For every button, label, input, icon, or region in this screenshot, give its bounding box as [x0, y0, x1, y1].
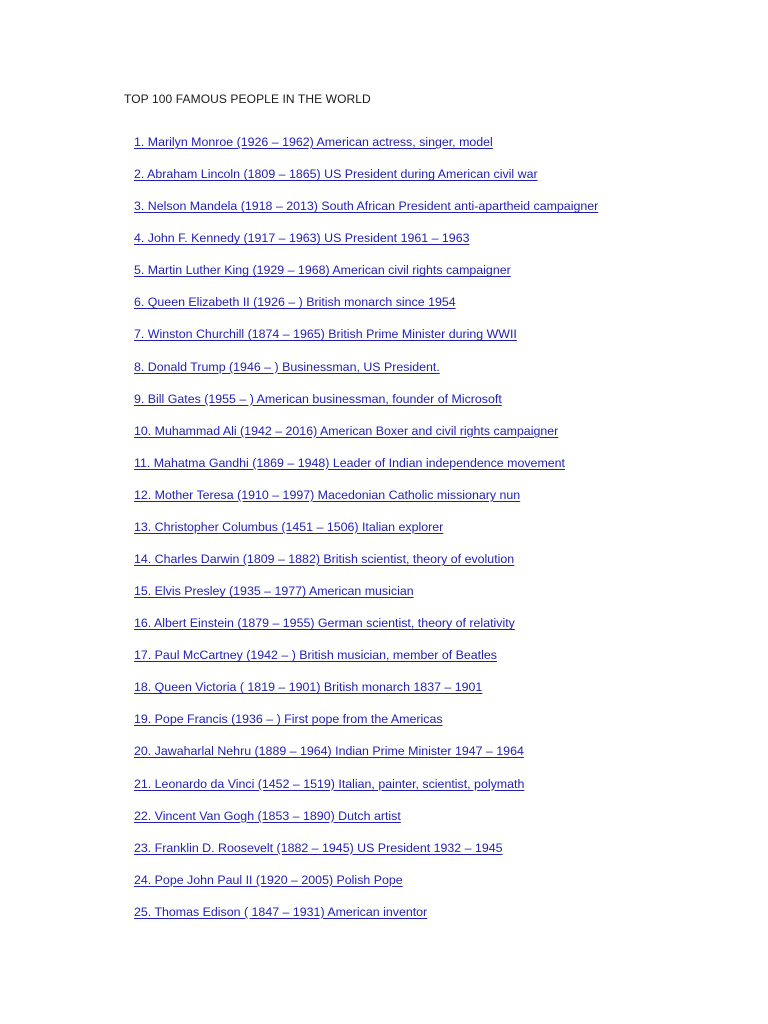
list-item [134, 134, 598, 166]
person-link[interactable]: 8. Donald Trump (1946 – ) Businessman, US President. [134, 359, 440, 374]
list-item [134, 198, 598, 230]
list-item [134, 230, 598, 262]
list-item [134, 904, 598, 936]
list-item [134, 551, 598, 583]
person-link[interactable]: 22. Vincent Van Gogh (1853 – 1890) Dutch artist [134, 808, 401, 823]
list-item [134, 294, 598, 326]
list-item [134, 391, 598, 423]
person-link[interactable]: 20. Jawaharlal Nehru (1889 – 1964) Indian Prime Minister 1947 – 1964 [134, 744, 524, 759]
person-link[interactable]: 25. Thomas Edison ( 1847 – 1931) American inventor [134, 904, 428, 919]
person-link[interactable]: 11. Mahatma Gandhi (1869 – 1948) Leader of Indian independence movement [134, 455, 565, 470]
list-item [134, 647, 598, 679]
person-link[interactable]: 6. Queen Elizabeth II (1926 – ) British monarch since 1954 [134, 295, 456, 310]
list-item [134, 166, 598, 198]
list-item [134, 840, 598, 872]
person-link[interactable]: 5. Martin Luther King (1929 – 1968) American civil rights campaigner [134, 263, 511, 278]
person-link[interactable]: 1. Marilyn Monroe (1926 – 1962) American actress, singer, model [134, 135, 493, 149]
list-item [134, 679, 598, 711]
person-link[interactable]: 21. Leonardo da Vinci (1452 – 1519) Italian, painter, scientist, polymath [134, 776, 525, 791]
person-link[interactable]: 18. Queen Victoria ( 1819 – 1901) British monarch 1837 – 1901 [134, 680, 483, 695]
list-item [134, 359, 598, 391]
person-link[interactable]: 15. Elvis Presley (1935 – 1977) American musician [134, 584, 414, 599]
list-item [134, 519, 598, 551]
list-item [134, 487, 598, 519]
person-link[interactable]: 13. Christopher Columbus (1451 – 1506) Italian explorer [134, 519, 444, 534]
person-link[interactable]: 14. Charles Darwin (1809 – 1882) British scientist, theory of evolution [134, 552, 515, 567]
person-link[interactable]: 12. Mother Teresa (1910 – 1997) Macedonian Catholic missionary nun [134, 487, 521, 502]
person-link[interactable]: 2. Abraham Lincoln (1809 – 1865) US President during American civil war [134, 167, 538, 182]
person-link[interactable]: 19. Pope Francis (1936 – ) First pope from the Americas [134, 712, 443, 727]
person-link[interactable]: 4. John F. Kennedy (1917 – 1963) US President 1961 – 1963 [134, 231, 470, 246]
person-link[interactable]: 17. Paul McCartney (1942 – ) British musician, member of Beatles [134, 648, 497, 663]
document-title: TOP 100 FAMOUS PEOPLE IN THE WORLD [124, 92, 371, 106]
list-item [134, 583, 598, 615]
person-link[interactable]: 23. Franklin D. Roosevelt (1882 – 1945) US President 1932 – 1945 [134, 840, 503, 855]
person-link[interactable]: 9. Bill Gates (1955 – ) American businessman, founder of Microsoft [134, 391, 502, 406]
list-item [134, 423, 598, 455]
person-link[interactable]: 3. Nelson Mandela (1918 – 2013) South African President anti-apartheid campaigner [134, 199, 599, 214]
list-item [134, 872, 598, 904]
person-link[interactable]: 24. Pope John Paul II (1920 – 2005) Polish Pope [134, 872, 403, 887]
list-item [134, 615, 598, 647]
list-item [134, 455, 598, 487]
list-item [134, 743, 598, 775]
list-item [134, 776, 598, 808]
famous-people-list [134, 134, 598, 936]
list-item [134, 262, 598, 294]
list-item [134, 711, 598, 743]
person-link[interactable]: 16. Albert Einstein (1879 – 1955) German scientist, theory of relativity [134, 616, 515, 631]
list-item [134, 326, 598, 358]
person-link[interactable]: 10. Muhammad Ali (1942 – 2016) American Boxer and civil rights campaigner [134, 423, 559, 438]
person-link[interactable]: 7. Winston Churchill (1874 – 1965) British Prime Minister during WWII [134, 327, 517, 342]
list-item [134, 808, 598, 840]
